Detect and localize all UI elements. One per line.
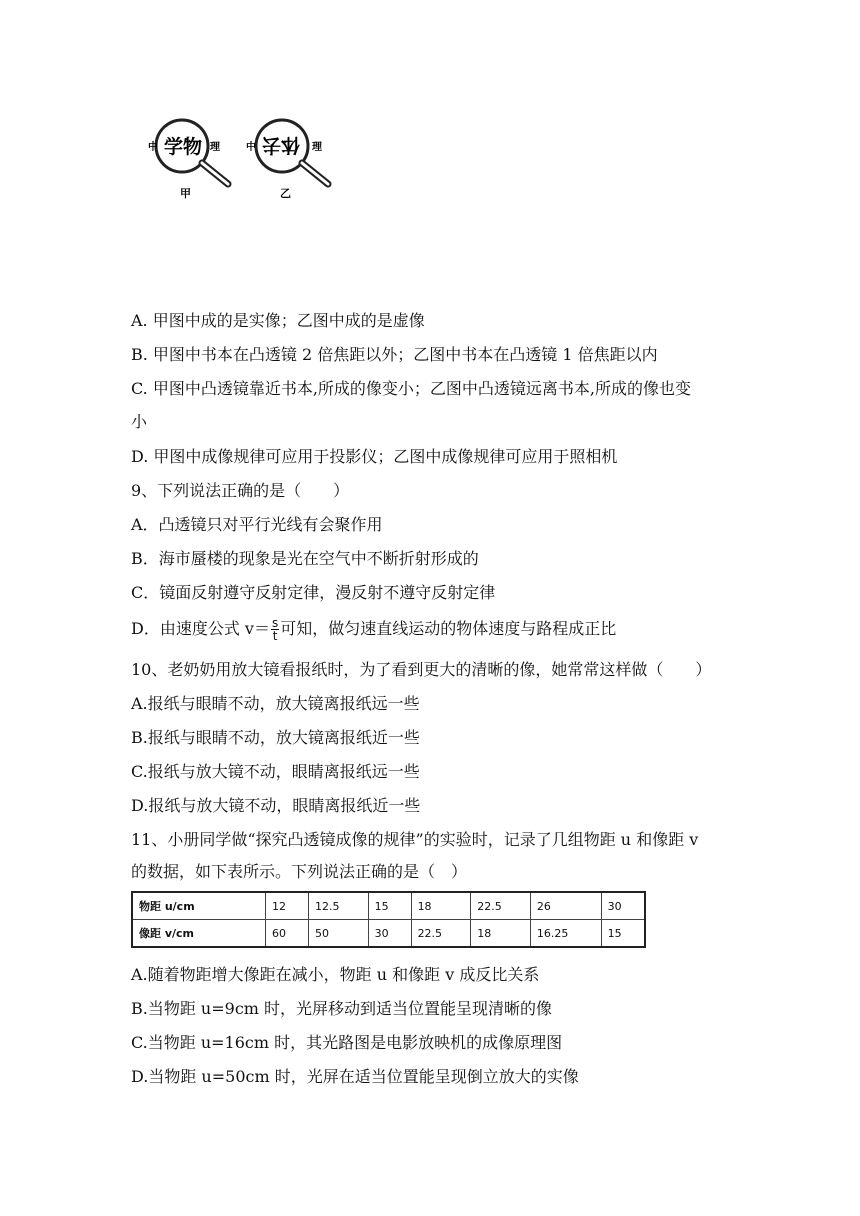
table-cell: 22.5 (411, 920, 471, 948)
q9-option-a: A．凸透镜只对平行光线有会聚作用 (131, 515, 383, 534)
table-cell: 16.25 (530, 920, 601, 948)
table-header-image-distance: 像距 v/cm (132, 920, 266, 948)
table-cell: 22.5 (471, 892, 531, 920)
magnifier-figure (140, 112, 340, 212)
q11-option-a: A.随着物距增大像距在减小，物距 u 和像距 v 成反比关系 (131, 965, 540, 984)
q9-option-d (131, 617, 616, 642)
q9-option-d-post: 可知，做匀速直线运动的物体速度与路程成正比 (280, 619, 617, 638)
table-cell: 12 (266, 892, 309, 920)
q11-option-d: D.当物距 u=50cm 时，光屏在适当位置能呈现倒立放大的实像 (131, 1067, 579, 1086)
speed-fraction (271, 617, 279, 642)
table-row (132, 920, 645, 948)
fig-right-word: 体去 (261, 134, 300, 156)
table-cell: 50 (308, 920, 368, 948)
q10-option-b: B.报纸与眼睛不动，放大镜离报纸近一些 (131, 728, 420, 747)
q8-option-a: A. 甲图中成的是实像；乙图中成的是虚像 (131, 311, 425, 330)
table-header-object-distance: 物距 u/cm (132, 892, 266, 920)
q10-option-a: A.报纸与眼睛不动，放大镜离报纸远一些 (131, 694, 420, 713)
table-cell: 18 (411, 892, 471, 920)
fig-right-pre: 中 (246, 142, 256, 153)
table-cell: 60 (266, 920, 309, 948)
table-cell: 30 (368, 920, 411, 948)
q10-option-d: D.报纸与放大镜不动，眼睛离报纸近一些 (131, 796, 421, 815)
table-cell: 26 (530, 892, 601, 920)
table-row (132, 892, 645, 920)
fig-left-pre: 中 (148, 142, 158, 153)
q11-stem-line2: 的数据，如下表所示。下列说法正确的是（ ） (131, 862, 468, 881)
magnifier-illustration (140, 112, 340, 212)
fig-left-word: 学物 (164, 136, 203, 158)
table-cell: 15 (601, 920, 645, 948)
table-cell: 18 (471, 920, 531, 948)
fig-right-caption: 乙 (280, 187, 291, 200)
table-cell: 12.5 (308, 892, 368, 920)
fig-left-caption: 甲 (180, 187, 191, 200)
q8-option-c-cont: 小 (131, 412, 148, 431)
q10-stem: 10、老奶奶用放大镜看报纸时，为了看到更大的清晰的像，她常常这样做（ ） (131, 660, 712, 679)
q9-option-b: B．海市蜃楼的现象是光在空气中不断折射形成的 (131, 549, 479, 568)
q8-option-d: D. 甲图中成像规律可应用于投影仪；乙图中成像规律可应用于照相机 (131, 447, 618, 466)
q9-stem: 9、下列说法正确的是（ ） (131, 481, 350, 500)
q11-stem-line1: 11、小册同学做“探究凸透镜成像的规律”的实验时，记录了几组物距 u 和像距 v (131, 830, 699, 849)
table-cell: 30 (601, 892, 645, 920)
q8-option-b: B. 甲图中书本在凸透镜 2 倍焦距以外；乙图中书本在凸透镜 1 倍焦距以内 (131, 345, 658, 364)
fraction-denominator: t (272, 629, 278, 643)
q8-option-c: C. 甲图中凸透镜靠近书本,所成的像变小；乙图中凸透镜远离书本,所成的像也变 (131, 379, 692, 398)
fig-left-post: 理 (210, 142, 220, 153)
q10-option-c: C.报纸与放大镜不动，眼睛离报纸远一些 (131, 762, 420, 781)
table-cell: 15 (368, 892, 411, 920)
fraction-numerator: s (271, 616, 279, 630)
q11-option-c: C.当物距 u=16cm 时，其光路图是电影放映机的成像原理图 (131, 1033, 563, 1052)
q9-option-c: C．镜面反射遵守反射定律，漫反射不遵守反射定律 (131, 583, 496, 602)
q11-option-b: B.当物距 u=9cm 时，光屏移动到适当位置能呈现清晰的像 (131, 999, 553, 1018)
q9-option-d-pre: D．由速度公式 v＝ (131, 619, 270, 638)
fig-right-post: 理 (312, 142, 322, 153)
distance-table (131, 891, 646, 948)
